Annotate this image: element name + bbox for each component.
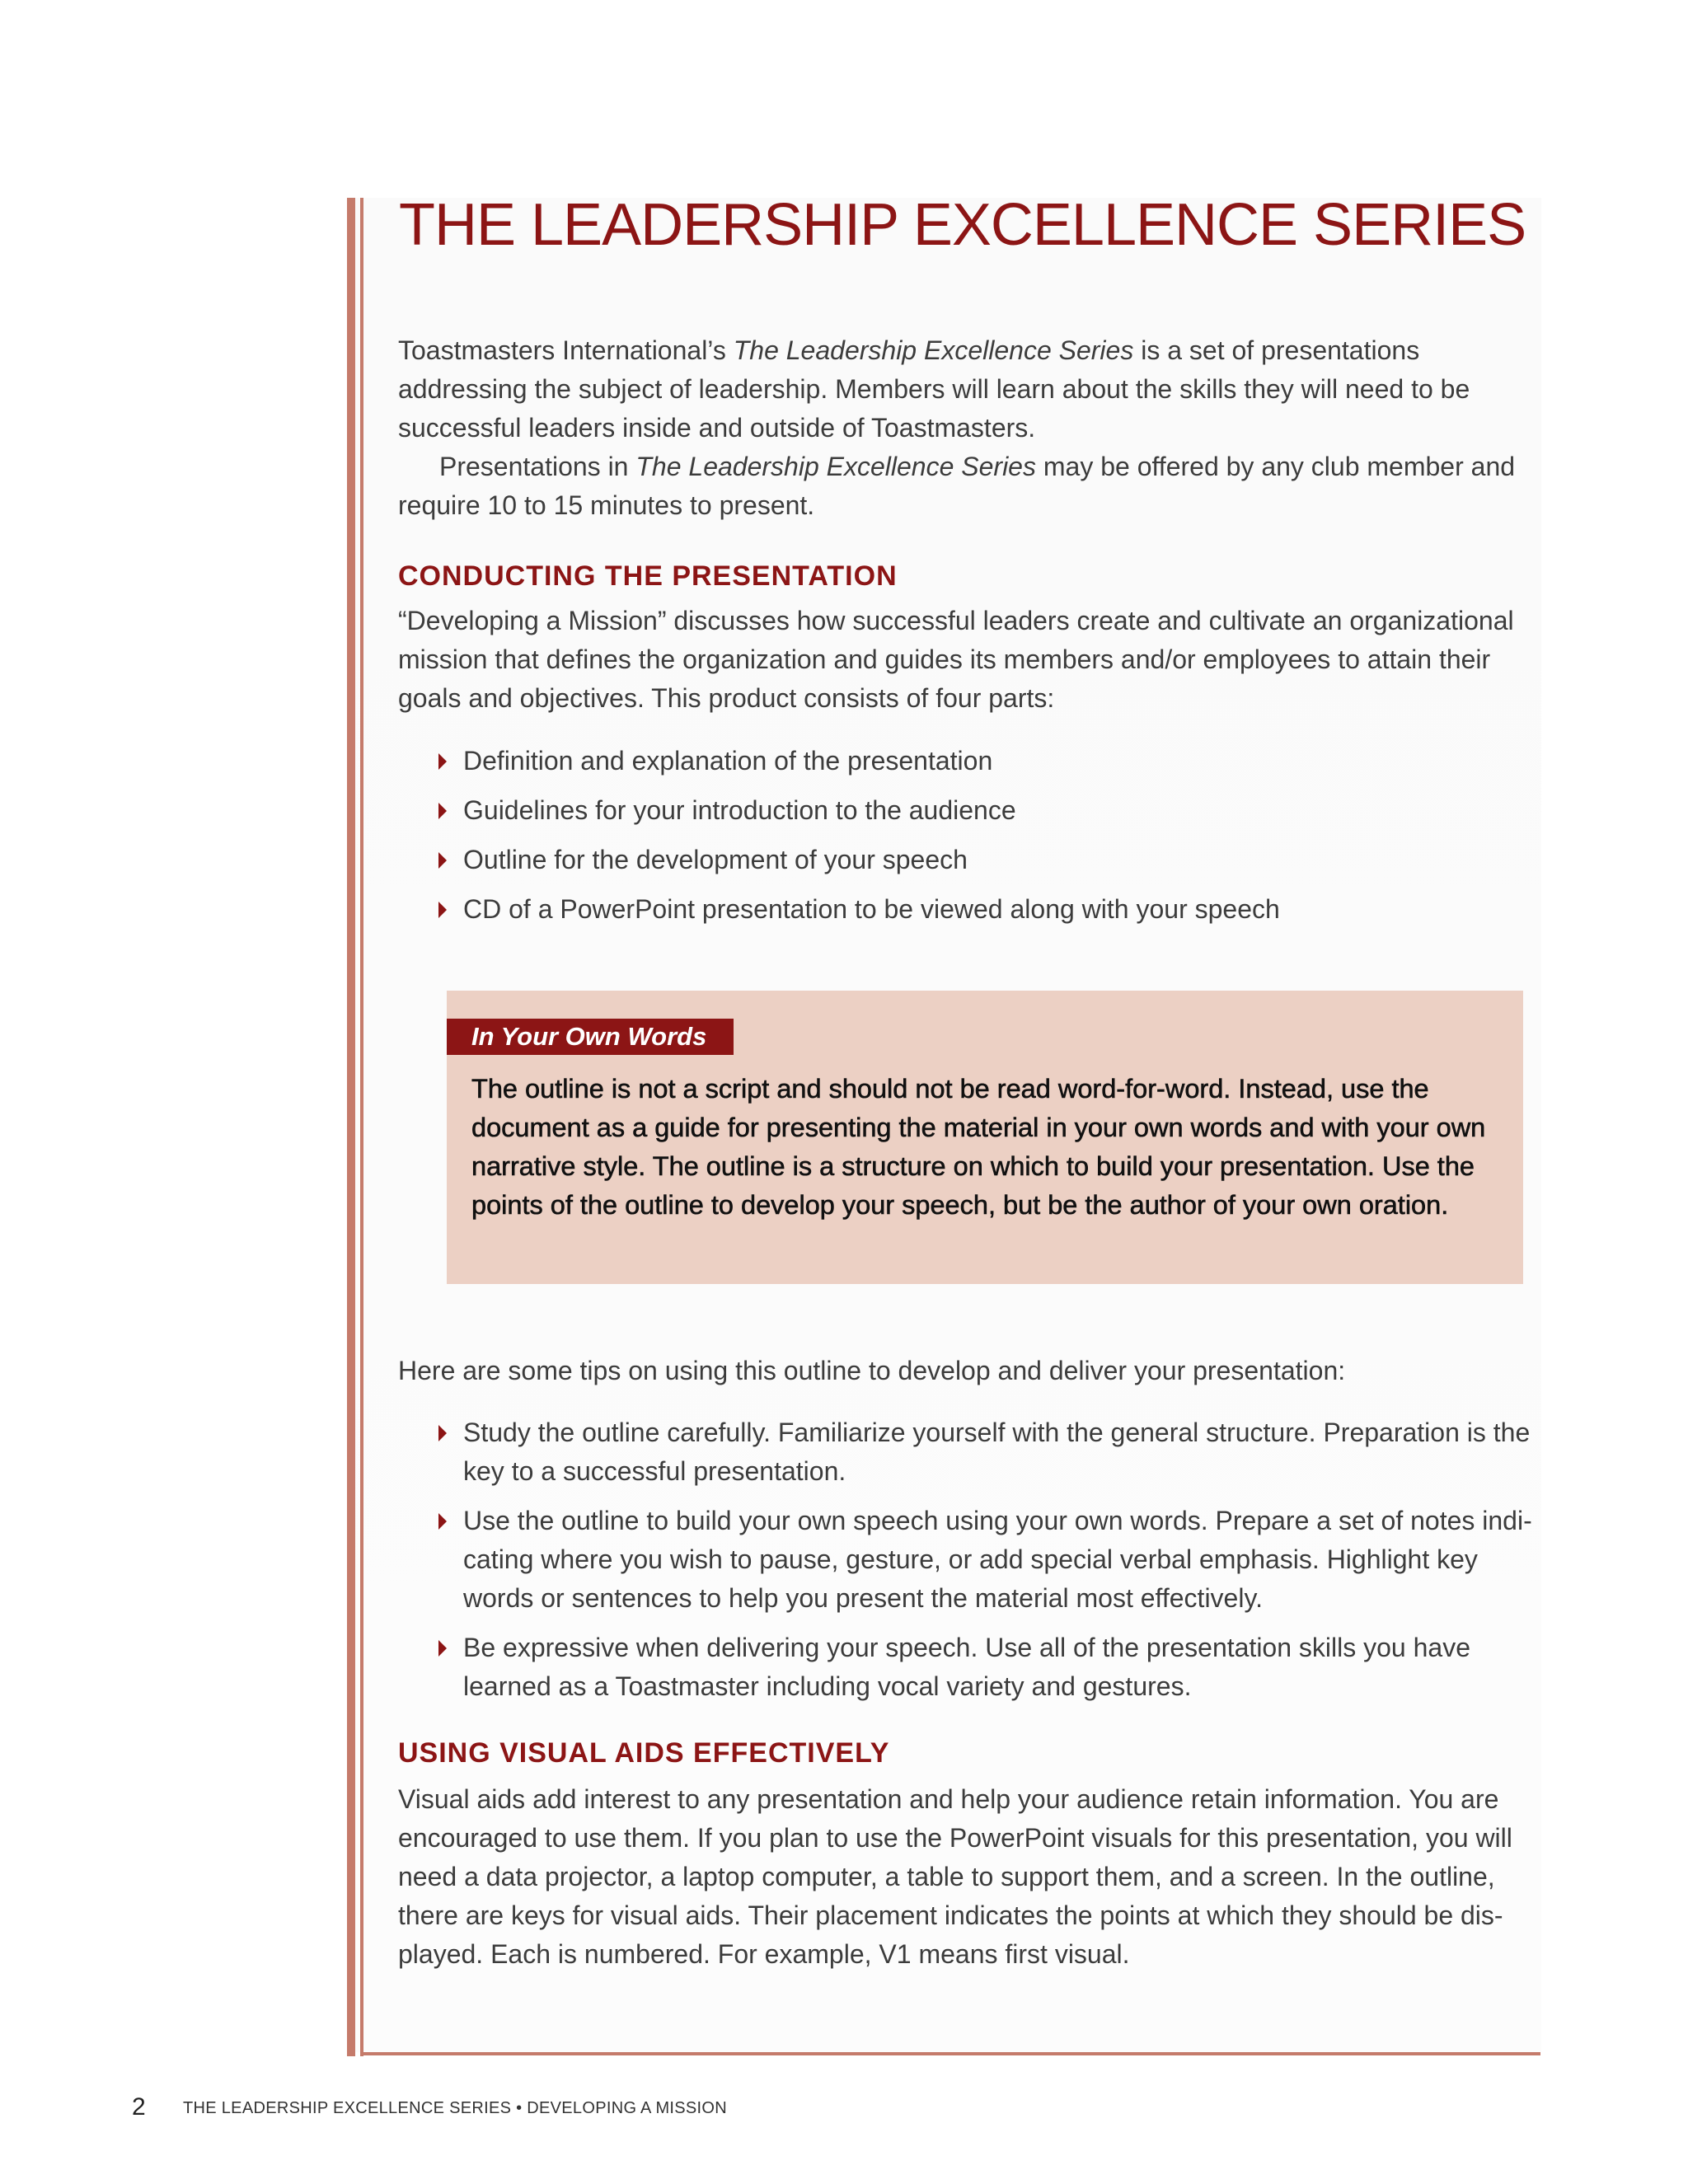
page-number: 2 <box>132 2093 146 2121</box>
list-item-text: CD of a PowerPoint presentation to be viewed along with your speech <box>463 894 1280 924</box>
left-accent-bar <box>347 198 355 2056</box>
series-title-italic: The Leadership Excellence Series <box>635 452 1036 481</box>
bullet-triangle-icon <box>438 1513 447 1530</box>
bullet-triangle-icon <box>438 1425 447 1441</box>
intro-paragraph-2 <box>398 448 1544 525</box>
bullet-triangle-icon <box>438 803 447 819</box>
callout-label: In Your Own Words <box>471 1022 707 1051</box>
list-item <box>437 841 1541 879</box>
conducting-paragraph: “Developing a Mission” discusses how successful leaders create and cultivate an organizational mission that defines the organization and guides its members and/or employees to attain their goals and objectives. This product consists of four parts: <box>398 606 1514 713</box>
tips-intro <box>398 1352 1544 1390</box>
intro-text: Toastmasters International’s <box>398 335 734 365</box>
callout-text: The outline is not a script and should not be read word-for-word. Instead, use the document as a guide for presenting the material in your own words and with your own narrative style. The outline is a structure on which to build your presentation. Use the points of the outline to develop your speech, but be the author of your own oration. <box>471 1074 1486 1220</box>
bullet-triangle-icon <box>438 902 447 918</box>
running-footer: THE LEADERSHIP EXCELLENCE SERIES • DEVELOPING A MISSION <box>183 2099 728 2117</box>
list-item <box>437 1629 1541 1706</box>
intro-text: is a set of presentations addressing the subject of leadership. Members will learn about the skills they will need to be successful leaders inside and outside of Toastmasters. <box>398 335 1470 443</box>
list-item <box>437 1502 1541 1618</box>
conducting-heading: CONDUCTING THE PRESENTATION <box>398 560 898 592</box>
visual-aids-heading: USING VISUAL AIDS EFFECTIVELY <box>398 1737 890 1769</box>
visual-aids-paragraph: Visual aids add interest to any presentation and help your audience retain information. You are encouraged to use them. If you plan to use the PowerPoint visuals for this presentation, you will need a data projector, a laptop computer, a table to support them, and a screen. In the outline, there are keys for visual aids. Their placement indicates the points at which they should be dis-played. Each is numbered. For example, V1 means first visual. <box>398 1784 1512 1969</box>
series-title-italic: The Leadership Excellence Series <box>733 335 1134 365</box>
page-title: THE LEADERSHIP EXCELLENCE SERIES <box>399 192 1526 258</box>
tips-intro-paragraph: Here are some tips on using this outline to develop and deliver your presentation: <box>398 1356 1346 1385</box>
callout-label-tab <box>447 1019 734 1055</box>
left-accent-rule <box>360 198 363 2056</box>
visual-aids-body <box>398 1780 1544 1974</box>
intro-text: may be offered by any club member and require 10 to 15 minutes to present. <box>398 452 1516 520</box>
bullet-triangle-icon <box>438 1640 447 1657</box>
conducting-body <box>398 602 1544 718</box>
list-item-text: Use the outline to build your own speech using your own words. Prepare a set of notes indi-cating where you wish to pause, gesture, or add special verbal emphasis. Highlight key words or sentences to help you present the material most effectively. <box>463 1506 1532 1613</box>
list-item <box>437 791 1541 830</box>
intro-paragraph-1 <box>398 331 1544 448</box>
list-item-text: Be expressive when delivering your speech. Use all of the presentation skills you have learned as a Toastmaster including vocal variety and gestures. <box>463 1633 1470 1701</box>
bullet-triangle-icon <box>438 852 447 869</box>
list-item <box>437 1413 1541 1491</box>
list-item <box>437 742 1541 780</box>
list-item-text: Guidelines for your introduction to the audience <box>463 795 1016 825</box>
list-item-text: Definition and explanation of the presentation <box>463 746 993 776</box>
intro-section <box>398 331 1544 525</box>
bottom-accent-rule <box>360 2052 1540 2055</box>
parts-list <box>437 742 1541 940</box>
list-item <box>437 890 1541 929</box>
bullet-triangle-icon <box>438 753 447 770</box>
list-item-text: Outline for the development of your speech <box>463 845 968 874</box>
tips-list <box>437 1413 1541 1717</box>
list-item-text: Study the outline carefully. Familiarize yourself with the general structure. Preparation is the key to a successful presentation. <box>463 1418 1531 1486</box>
intro-text: Presentations in <box>439 452 636 481</box>
